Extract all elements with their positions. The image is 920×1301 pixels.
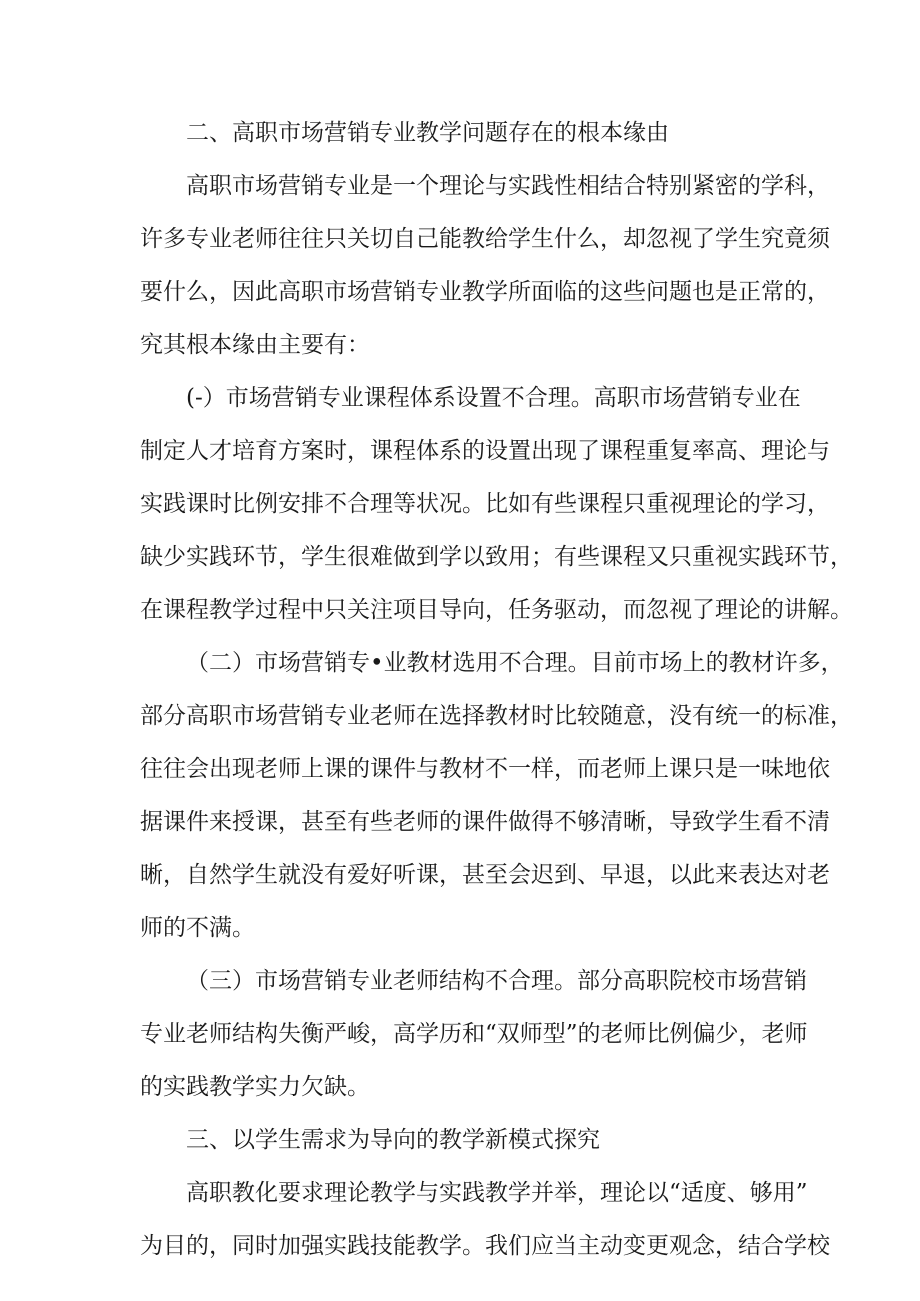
list-item-line: 实践课时比例安排不合理等状况。比如有些课程只重视理论的学习， — [140, 491, 830, 517]
list-item-line: 往往会出现老师上课的课件与教材不一样，而老师上课只是一味地依 — [140, 756, 830, 782]
paragraph-line: 高职教化要求理论教学与实践教学并举，理论以“适度、够用” — [186, 1180, 808, 1206]
paragraph-line: 为目的，同时加强实践技能教学。我们应当主动变更观念，结合学校 — [140, 1233, 830, 1259]
list-item-line: （三）市场营销专业老师结构不合理。部分高职院校市场营销 — [186, 968, 807, 994]
list-item-line: 部分高职市场营销专业老师在选择教材时比较随意，没有统一的标准， — [140, 703, 853, 729]
list-item-line: 师的不满。 — [140, 915, 255, 941]
list-item-line: （二）市场营销专•业教材选用不合理。目前市场上的教材许多， — [186, 650, 844, 676]
list-item-line: (-）市场营销专业课程体系设置不合理。高职市场营销专业在 — [186, 385, 801, 411]
section-heading-2: 二、高职市场营销专业教学问题存在的根本缘由 — [186, 120, 669, 146]
list-item-line: 在课程教学过程中只关注项目导向，任务驱动，而忽视了理论的讲解。 — [140, 597, 853, 623]
paragraph-line: 要什么，因此高职市场营销专业教学所面临的这些问题也是正常的， — [140, 279, 830, 305]
paragraph-line: 高职市场营销专业是一个理论与实践性相结合特别紧密的学科， — [186, 173, 830, 199]
paragraph-line: 究其根本缘由主要有： — [140, 332, 370, 358]
list-item-line: 晰，自然学生就没有爱好听课，甚至会迟到、早退，以此来表达对老 — [140, 862, 830, 888]
section-heading-3: 三、以学生需求为导向的教学新模式探究 — [186, 1127, 600, 1153]
list-item-line: 专业老师结构失衡严峻，高学历和“双师型”的老师比例偏少，老师 — [140, 1021, 808, 1047]
list-item-line: 制定人才培育方案时，课程体系的设置出现了课程重复率高、理论与 — [140, 438, 830, 464]
list-item-line: 据课件来授课，甚至有些老师的课件做得不够清晰，导致学生看不清 — [140, 809, 830, 835]
list-item-line: 缺少实践环节，学生很难做到学以致用；有些课程又只重视实践环节， — [140, 544, 853, 570]
paragraph-line: 许多专业老师往往只关切自己能教给学生什么，却忽视了学生究竟须 — [140, 226, 830, 252]
list-item-line: 的实践教学实力欠缺。 — [140, 1074, 370, 1100]
